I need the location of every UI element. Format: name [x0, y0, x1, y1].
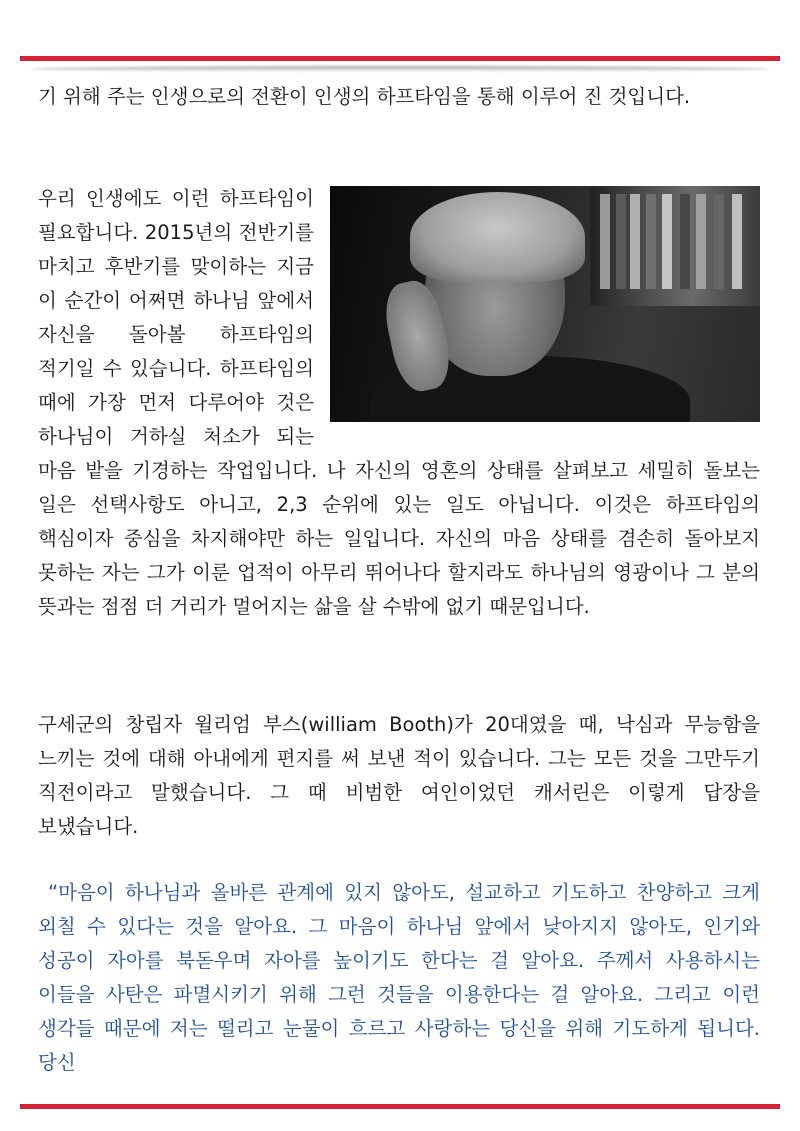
paragraph-booth: 구세군의 창립자 윌리엄 부스(william Booth)가 20대였을 때, 낙심과 무능함을 느끼는 것에 대해 아내에게 편지를 써 보낸 적이 있습니다. 그는 모든 것을 그만두기 직전이라고 말했습니다. 그 때 비범한 여인이었던 캐서린은 이렇게 답장을 보냈습니다.: [38, 713, 760, 838]
portrait-photo: [330, 186, 760, 422]
bottom-red-rule: [20, 1104, 780, 1109]
paragraph-halftime-text: 우리 인생에도 이런 하프타임이 필요합니다. 2015년의 전반기를 마치고 후반기를 맞이하는 지금 이 순간이 어쩌면 하나님 앞에서 자신을 돌아볼 하프타임의 적기일 수 있습니다. 하프타임의 때에 가장 먼저 다루어야 것은 하나님이 거하실 처소가 되는 마음 밭을 기경하는 작업입니다. 나 자신의 영혼의 상태를 살펴보고 세밀히 돌보는 일은 선택사항도 아니고, 2,3 순위에 있는 일도 아닙니다. 이것은 하프타임의 핵심이자 중심을 차지해야만 하는 일입니다. 자신의 마음 상태를 겸손히 돌아보지 못하는 자는 그가 이룬 업적이 아무리 뛰어나다 할지라도 하나님의 영광이나 그 분의 뜻과는 점점 더 거리가 멀어지는 삶을 살 수밖에 없기 때문입니다.: [38, 187, 760, 618]
paragraph-halftime: [38, 182, 760, 624]
paragraph-quote: “마음이 하나님과 올바른 관계에 있지 않아도, 설교하고 기도하고 찬양하고 크게 외칠 수 있다는 것을 알아요. 그 마음이 하나님 앞에서 낮아지지 않아도, 인기와 성공이 자아를 북돋우며 자아를 높이기도 한다는 걸 알아요. 주께서 사용하시는 이들을 사탄은 파멸시키기 위해 그런 것들을 이용한다는 걸 알아요. 그리고 이런 생각들 때문에 저는 떨리고 눈물이 흐르고 사랑하는 당신을 위해 기도하게 됩니다. 당신: [38, 881, 760, 1074]
top-red-rule: [20, 56, 780, 61]
bookshelf: [590, 186, 760, 306]
top-rule-shadow: [30, 66, 770, 72]
paragraph-intro: 기 위해 주는 인생으로의 전환이 인생의 하프타임을 통해 이루어 진 것입니다.: [38, 85, 691, 108]
person-hair: [410, 192, 585, 282]
